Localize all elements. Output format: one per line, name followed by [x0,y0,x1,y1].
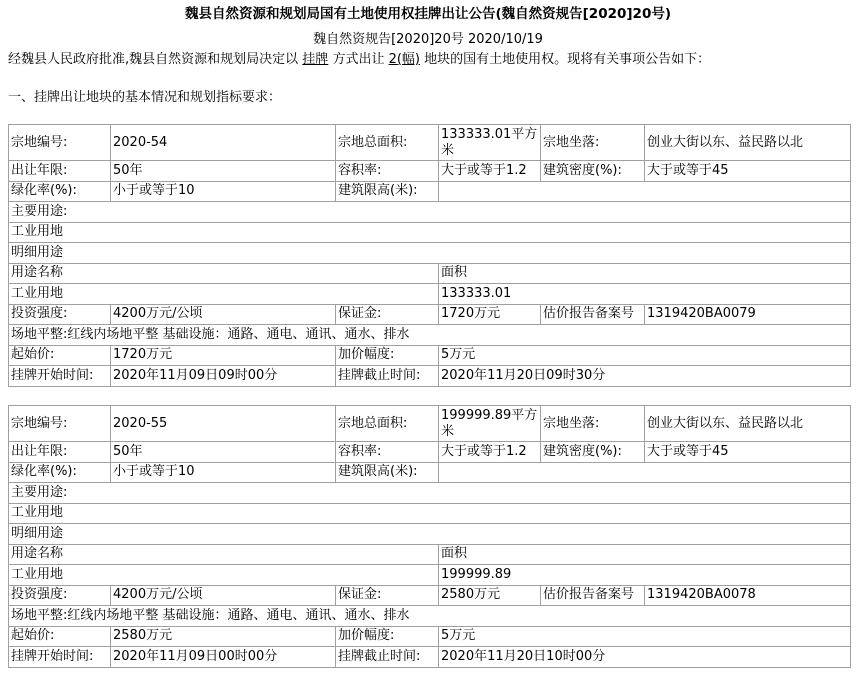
table-row [9,345,851,366]
label-site-prep: 场地平整: [11,607,68,623]
main-use: 工业用地 [9,222,851,243]
start-price: 2580万元 [111,626,336,647]
table-row [9,304,851,325]
investment: 4200万元/公顷 [111,585,336,606]
label-deposit: 保证金: [336,304,439,325]
label-appraisal: 估价报告备案号 [541,585,645,606]
location: 创业大街以东、益民路以北 [645,406,851,442]
label-end-time: 挂牌截止时间: [336,366,439,387]
intro-method: 挂牌 [302,52,329,67]
label-height: 建筑限高(米): [336,181,439,202]
label-use-name: 用途名称 [9,544,439,565]
start-time: 2020年11月09日00时00分 [111,647,336,668]
investment: 4200万元/公顷 [111,304,336,325]
increment: 5万元 [439,626,851,647]
label-parcel-no: 宗地编号: [9,406,111,442]
intro-paragraph [8,51,853,69]
term: 50年 [111,442,336,463]
intro-mid: 方式出让 [332,52,385,67]
table-row [9,483,851,504]
label-site-prep: 场地平整: [11,326,68,342]
deposit: 1720万元 [439,304,541,325]
label-use-name: 用途名称 [9,263,439,284]
height [439,181,851,202]
end-time: 2020年11月20日09时30分 [439,366,851,387]
table-row [9,606,851,627]
main-use: 工业用地 [9,503,851,524]
height [439,462,851,483]
table-row [9,161,851,182]
label-location: 宗地坐落: [541,125,645,161]
appraisal-no: 1319420BA0079 [645,304,851,325]
end-time: 2020年11月20日10时00分 [439,647,851,668]
label-detail-use: 明细用途 [9,524,851,545]
deposit: 2580万元 [439,585,541,606]
label-total-area: 宗地总面积: [336,125,439,161]
label-deposit: 保证金: [336,585,439,606]
far: 大于或等于1.2 [439,442,541,463]
label-main-use: 主要用途: [9,202,851,223]
table-row [9,202,851,223]
label-total-area: 宗地总面积: [336,406,439,442]
table-row [9,325,851,346]
area: 199999.89 [439,565,851,586]
label-area: 面积 [439,263,851,284]
label-end-time: 挂牌截止时间: [336,647,439,668]
label-term: 出让年限: [9,161,111,182]
parcel-no: 2020-55 [111,406,336,442]
label-start-price: 起始价: [9,345,111,366]
label-appraisal: 估价报告备案号 [541,304,645,325]
label-start-time: 挂牌开始时间: [9,647,111,668]
start-price: 1720万元 [111,345,336,366]
intro-pre: 经魏县人民政府批准,魏县自然资源和规划局决定以 [8,52,299,67]
label-start-time: 挂牌开始时间: [9,366,111,387]
page-title: 魏县自然资源和规划局国有土地使用权挂牌出让公告(魏自然资规告[2020]20号) [184,6,672,22]
table-row [9,626,851,647]
intro-post: 地块的国有土地使用权。现将有关事项公告如下： [424,52,711,67]
table-row [9,647,851,668]
label-investment: 投资强度: [9,585,111,606]
table-row [9,585,851,606]
intro-count: 2(幅) [388,52,421,67]
section-title: 一、挂牌出让地块的基本情况和规划指标要求： [8,90,282,105]
use-name: 工业用地 [9,284,439,305]
density: 大于或等于45 [645,161,851,182]
label-increment: 加价幅度: [336,345,439,366]
green: 小于或等于10 [111,462,336,483]
density: 大于或等于45 [645,442,851,463]
label-density: 建筑密度(%): [541,442,645,463]
green: 小于或等于10 [111,181,336,202]
label-increment: 加价幅度: [336,626,439,647]
area: 133333.01 [439,284,851,305]
site-prep-cell [9,606,851,627]
label-far: 容积率: [336,442,439,463]
site-prep: 红线内场地平整 基础设施：通路、通电、通讯、通水、排水 [67,326,410,342]
label-term: 出让年限: [9,442,111,463]
use-name: 工业用地 [9,565,439,586]
parcel-table [8,405,851,668]
table-row [9,366,851,387]
table-row [9,222,851,243]
label-detail-use: 明细用途 [9,243,851,264]
table-row [9,125,851,161]
table-row [9,243,851,264]
label-investment: 投资强度: [9,304,111,325]
table-row [9,442,851,463]
total-area: 133333.01平方米 [439,125,541,161]
label-area: 面积 [439,544,851,565]
table-row [9,565,851,586]
total-area: 199999.89平方米 [439,406,541,442]
site-prep-cell [9,325,851,346]
parcel-no: 2020-54 [111,125,336,161]
appraisal-no: 1319420BA0078 [645,585,851,606]
doc-number-date: 魏自然资规告[2020]20号 2020/10/19 [313,32,543,47]
term: 50年 [111,161,336,182]
table-row [9,181,851,202]
table-row [9,544,851,565]
table-row [9,524,851,545]
label-location: 宗地坐落: [541,406,645,442]
label-far: 容积率: [336,161,439,182]
table-row [9,503,851,524]
table-row [9,462,851,483]
parcel-table [8,124,851,387]
label-start-price: 起始价: [9,626,111,647]
table-row [9,263,851,284]
start-time: 2020年11月09日09时00分 [111,366,336,387]
site-prep: 红线内场地平整 基础设施：通路、通电、通讯、通水、排水 [67,607,410,623]
label-green: 绿化率(%): [9,462,111,483]
label-main-use: 主要用途: [9,483,851,504]
label-density: 建筑密度(%): [541,161,645,182]
table-row [9,406,851,442]
label-parcel-no: 宗地编号: [9,125,111,161]
label-height: 建筑限高(米): [336,462,439,483]
location: 创业大街以东、益民路以北 [645,125,851,161]
far: 大于或等于1.2 [439,161,541,182]
table-row [9,284,851,305]
increment: 5万元 [439,345,851,366]
label-green: 绿化率(%): [9,181,111,202]
